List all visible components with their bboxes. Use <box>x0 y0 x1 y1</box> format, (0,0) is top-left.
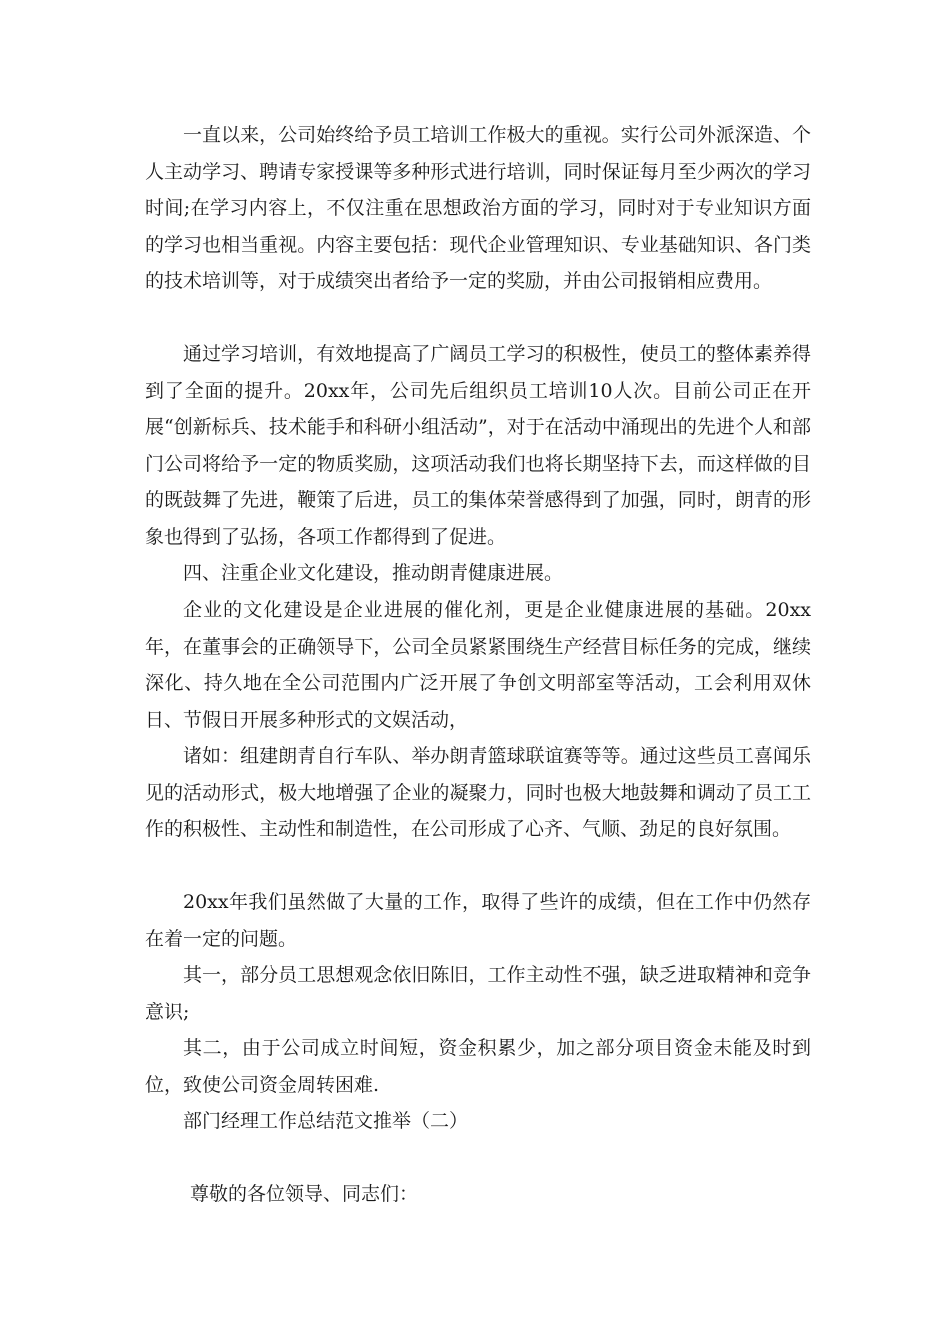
paragraph-problem-one: 其一，部分员工思想观念依旧陈旧，工作主动性不强，缺乏进取精神和竞争意识; <box>145 964 811 1023</box>
paragraph-training-results: 通过学习培训，有效地提高了广阔员工学习的积极性，使员工的整体素养得到了全面的提升。20xx年，公司先后组织员工培训10人次。目前公司正在开展“创新标兵、技术能手和科研小组活动”，对于在活动中涌现出的先进个人和部门公司将给予一定的物质奖励，这项活动我们也将长期坚持下去，而这样做的目的既鼓舞了先进，鞭策了后进，员工的集体荣誉感得到了加强，同时，朗青的形象也得到了弘扬，各项工作都得到了促进。 <box>145 343 811 548</box>
paragraph-problem-two: 其二，由于公司成立时间短，资金积累少，加之部分项目资金未能及时到位，致使公司资金周转困难. <box>145 1037 811 1096</box>
paragraph-problems-intro: 20xx年我们虽然做了大量的工作，取得了些许的成绩，但在工作中仍然存在着一定的问题。 <box>145 891 811 950</box>
salutation: 尊敬的各位领导、同志们： <box>190 1183 419 1205</box>
paragraph-activities: 诸如：组建朗青自行车队、举办朗青篮球联谊赛等等。通过这些员工喜闻乐见的活动形式，极大地增强了企业的凝聚力，同时也极大地鼓舞和调动了员工工作的积极性、主动性和制造性，在公司形成了心齐、气顺、劲足的良好氛围。 <box>145 745 811 840</box>
section-heading-culture: 四、注重企业文化建设，推动朗青健康进展。 <box>183 562 564 584</box>
paragraph-training: 一直以来，公司始终给予员工培训工作极大的重视。实行公司外派深造、个人主动学习、聘请专家授课等多种形式进行培训，同时保证每月至少两次的学习时间;在学习内容上，不仅注重在思想政治方面的学习，同时对于专业知识方面的学习也相当重视。内容主要包括：现代企业管理知识、专业基础知识、各门类的技术培训等，对于成绩突出者给予一定的奖励，并由公司报销相应费用。 <box>145 124 811 292</box>
paragraph-culture: 企业的文化建设是企业进展的催化剂，更是企业健康进展的基础。20xx年，在董事会的正确领导下，公司全员紧紧围绕生产经营目标任务的完成，继续深化、持久地在全公司范围内广泛开展了争创文明部室等活动，工会利用双休日、节假日开展多种形式的文娱活动， <box>145 599 811 731</box>
section-title: 部门经理工作总结范文推举（二） <box>183 1110 469 1132</box>
